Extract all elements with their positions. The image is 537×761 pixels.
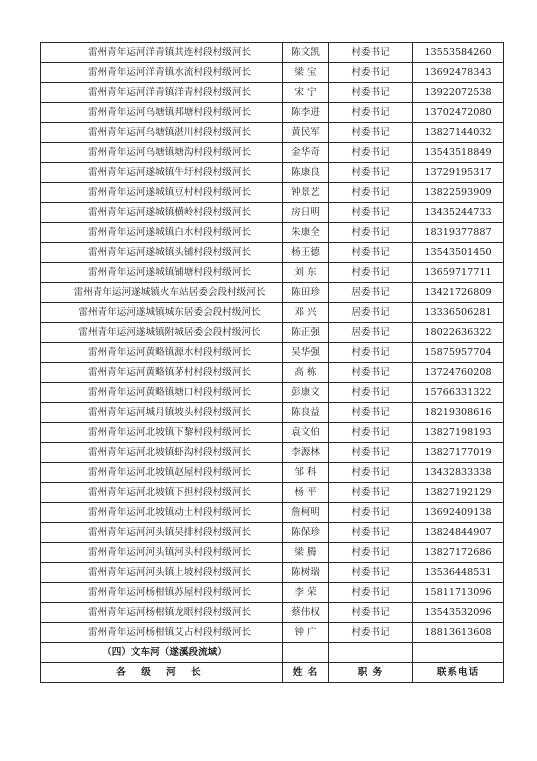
phone-cell: 18219308616 [413,403,504,423]
empty-cell [329,643,413,663]
header-title: 职 务 [329,663,413,683]
header-phone: 联系电话 [413,663,504,683]
table-row [41,323,504,343]
phone-cell: 13435244733 [413,203,504,223]
table-row [41,343,504,363]
phone-cell: 13536448531 [413,563,504,583]
title-cell: 村委书记 [329,443,413,463]
header-row [41,663,504,683]
name-cell: 吴华强 [283,343,329,363]
name-cell: 陈正强 [283,323,329,343]
table-row [41,363,504,383]
title-cell: 居委书记 [329,283,413,303]
phone-cell: 13692409138 [413,503,504,523]
phone-cell: 15811713096 [413,583,504,603]
name-cell: 杨王德 [283,243,329,263]
name-cell: 李 荣 [283,583,329,603]
phone-cell: 13543532096 [413,603,504,623]
phone-cell: 13724760208 [413,363,504,383]
role-cell: 雷州青年运河乌塘镇湛川村段村级河长 [41,123,283,143]
phone-cell: 13553584260 [413,43,504,63]
table-row [41,83,504,103]
table-row [41,103,504,123]
role-cell: 雷州青年运河河头镇吴排村段村级河长 [41,523,283,543]
name-cell: 蔡伟权 [283,603,329,623]
name-cell: 陈康良 [283,163,329,183]
title-cell: 村委书记 [329,543,413,563]
table-row [41,283,504,303]
title-cell: 村委书记 [329,43,413,63]
table-row [41,203,504,223]
role-cell: 雷州青年运河黄略镇源水村段村级河长 [41,343,283,363]
role-cell: 雷州青年运河杨柑镇苏屋村段村级河长 [41,583,283,603]
role-cell: 雷州青年运河杨柑镇艾占村段村级河长 [41,623,283,643]
name-cell: 钟 广 [283,623,329,643]
name-cell: 詹柯明 [283,503,329,523]
phone-cell: 15766331322 [413,383,504,403]
table-row [41,543,504,563]
phone-cell: 15875957704 [413,343,504,363]
role-cell: 雷州青年运河洋青镇水流村段村级河长 [41,63,283,83]
title-cell: 村委书记 [329,223,413,243]
phone-cell: 13827177019 [413,443,504,463]
table-row [41,503,504,523]
header-name: 姓 名 [283,663,329,683]
table-row [41,603,504,623]
section-row [41,643,504,663]
table-row [41,183,504,203]
phone-cell: 13336506281 [413,303,504,323]
role-cell: 雷州青年运河遂城镇城东居委会段村级河长 [41,303,283,323]
title-cell: 村委书记 [329,623,413,643]
role-cell: 雷州青年运河洋青镇洋青村段村级河长 [41,83,283,103]
table-row [41,403,504,423]
title-cell: 村委书记 [329,363,413,383]
role-cell: 雷州青年运河遂城镇附城居委会段村级河长 [41,323,283,343]
table-row [41,243,504,263]
title-cell: 村委书记 [329,383,413,403]
role-cell: 雷州青年运河洋青镇其连村段村级河长 [41,43,283,63]
role-cell: 雷州青年运河乌塘镇塘沟村段村级河长 [41,143,283,163]
title-cell: 村委书记 [329,483,413,503]
title-cell: 村委书记 [329,263,413,283]
role-cell: 雷州青年运河城月镇坡头村段村级河长 [41,403,283,423]
phone-cell: 13692478343 [413,63,504,83]
role-cell: 雷州青年运河乌塘镇邦塘村段村级河长 [41,103,283,123]
phone-cell: 13543518849 [413,143,504,163]
table-row [41,63,504,83]
phone-cell: 18022636322 [413,323,504,343]
role-cell: 雷州青年运河北坡镇下黎村段村级河长 [41,423,283,443]
phone-cell: 13827192129 [413,483,504,503]
role-cell: 雷州青年运河遂城镇铺塘村段村级河长 [41,263,283,283]
phone-cell: 13659717711 [413,263,504,283]
role-cell: 雷州青年运河黄略镇塘口村段村级河长 [41,383,283,403]
title-cell: 村委书记 [329,163,413,183]
table-row [41,463,504,483]
title-cell: 村委书记 [329,123,413,143]
name-cell: 陈良益 [283,403,329,423]
phone-cell: 18813613608 [413,623,504,643]
name-cell: 陈文凯 [283,43,329,63]
name-cell: 宋 宁 [283,83,329,103]
title-cell: 居委书记 [329,323,413,343]
phone-cell: 13827144032 [413,123,504,143]
title-cell: 村委书记 [329,583,413,603]
role-cell: 雷州青年运河河头镇上坡村段村级河长 [41,563,283,583]
title-cell: 村委书记 [329,403,413,423]
phone-cell: 13824844907 [413,523,504,543]
table-row [41,523,504,543]
title-cell: 居委书记 [329,303,413,323]
table-footer [41,643,504,683]
table-row [41,223,504,243]
river-chief-table [40,42,504,683]
phone-cell: 13421726809 [413,283,504,303]
title-cell: 村委书记 [329,143,413,163]
phone-cell: 13822593909 [413,183,504,203]
title-cell: 村委书记 [329,83,413,103]
name-cell: 钟景艺 [283,183,329,203]
title-cell: 村委书记 [329,203,413,223]
title-cell: 村委书记 [329,63,413,83]
name-cell: 邓 兴 [283,303,329,323]
name-cell: 彭康文 [283,383,329,403]
name-cell: 金华奇 [283,143,329,163]
table-row [41,623,504,643]
title-cell: 村委书记 [329,603,413,623]
role-cell: 雷州青年运河北坡镇下担村段村级河长 [41,483,283,503]
table-row [41,383,504,403]
title-cell: 村委书记 [329,103,413,123]
title-cell: 村委书记 [329,243,413,263]
title-cell: 村委书记 [329,503,413,523]
title-cell: 村委书记 [329,183,413,203]
table-row [41,583,504,603]
name-cell: 黄民军 [283,123,329,143]
table-row [41,303,504,323]
table-row [41,163,504,183]
table-row [41,263,504,283]
table-row [41,443,504,463]
name-cell: 陈树瑞 [283,563,329,583]
phone-cell: 13702472080 [413,103,504,123]
section-title: （四）文车河（遂溪段流域） [41,643,283,663]
role-cell: 雷州青年运河遂城镇火车站居委会段村级河长 [41,283,283,303]
name-cell: 梁 腾 [283,543,329,563]
name-cell: 梁 宝 [283,63,329,83]
phone-cell: 13827172686 [413,543,504,563]
header-role: 各 级 河 长 [41,663,283,683]
table-row [41,43,504,63]
empty-cell [413,643,504,663]
table-row [41,423,504,443]
role-cell: 雷州青年运河杨柑镇龙眼村段村级河长 [41,603,283,623]
title-cell: 村委书记 [329,523,413,543]
phone-cell: 13827198193 [413,423,504,443]
name-cell: 李源林 [283,443,329,463]
name-cell: 高 栋 [283,363,329,383]
role-cell: 雷州青年运河遂城镇横岭村段村级河长 [41,203,283,223]
role-cell: 雷州青年运河遂城镇头铺村段村级河长 [41,243,283,263]
name-cell: 陈保珍 [283,523,329,543]
name-cell: 房日明 [283,203,329,223]
role-cell: 雷州青年运河河头镇河头村段村级河长 [41,543,283,563]
title-cell: 村委书记 [329,423,413,443]
table-row [41,483,504,503]
role-cell: 雷州青年运河遂城镇豆村村段村级河长 [41,183,283,203]
name-cell: 袁文伯 [283,423,329,443]
role-cell: 雷州青年运河北坡镇虾沟村段村级河长 [41,443,283,463]
table-body [41,43,504,643]
name-cell: 刘 东 [283,263,329,283]
table-row [41,123,504,143]
name-cell: 邹 科 [283,463,329,483]
phone-cell: 13729195317 [413,163,504,183]
table-row [41,563,504,583]
name-cell: 陈田珍 [283,283,329,303]
role-cell: 雷州青年运河北坡镇动土村段村级河长 [41,503,283,523]
role-cell: 雷州青年运河黄略镇茅村村段村级河长 [41,363,283,383]
role-cell: 雷州青年运河北坡镇赵屋村段村级河长 [41,463,283,483]
title-cell: 村委书记 [329,463,413,483]
name-cell: 杨 平 [283,483,329,503]
name-cell: 朱康全 [283,223,329,243]
title-cell: 村委书记 [329,343,413,363]
phone-cell: 13432833338 [413,463,504,483]
phone-cell: 13922072538 [413,83,504,103]
title-cell: 村委书记 [329,563,413,583]
table-row [41,143,504,163]
phone-cell: 18319377887 [413,223,504,243]
name-cell: 陈李进 [283,103,329,123]
empty-cell [283,643,329,663]
role-cell: 雷州青年运河遂城镇白水村段村级河长 [41,223,283,243]
role-cell: 雷州青年运河遂城镇牛圩村段村级河长 [41,163,283,183]
phone-cell: 13543501450 [413,243,504,263]
